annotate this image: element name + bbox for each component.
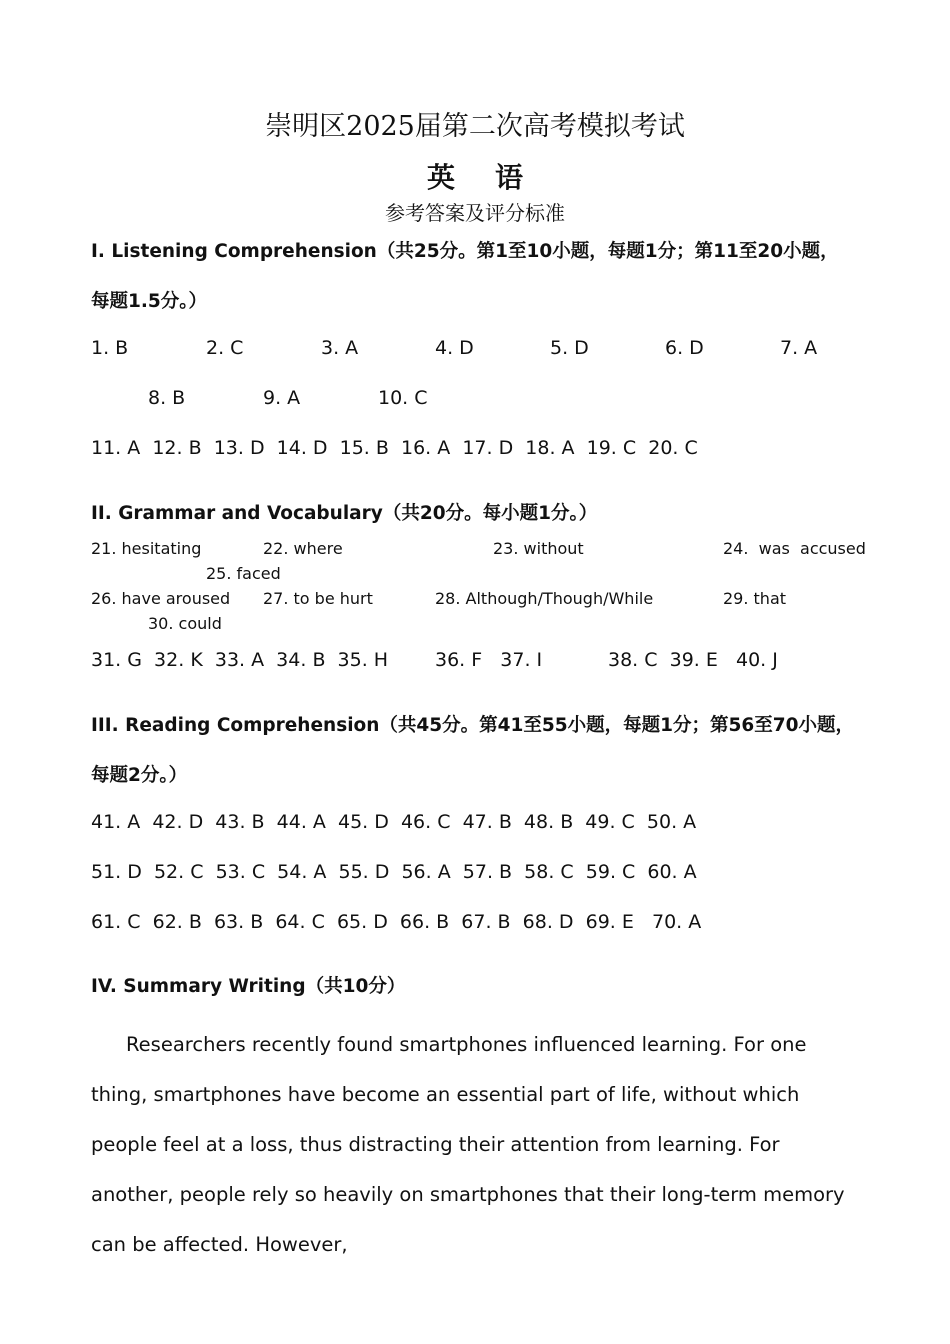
answer-item: 5. D — [550, 337, 589, 359]
answer-item: 7. A — [780, 337, 818, 359]
section3-heading-line1: III. Reading Comprehension（共45分。第41至55小题，每题1分；第56至70小题， — [91, 715, 855, 736]
answer-item: 26. have aroused — [91, 589, 231, 608]
answer-item: 28. Although/Though/While — [435, 589, 654, 608]
answer-row: 41. A 42. D 43. B 44. A 45. D 46. C 47. B 48. B 49. C 50. A — [91, 811, 697, 833]
answer-row: 11. A 12. B 13. D 14. D 15. B 16. A 17. D 18. A 19. C 20. C — [91, 437, 698, 459]
answer-row: 36. F 37. I — [435, 649, 543, 671]
answer-item: 2. C — [206, 337, 244, 359]
summary-text — [91, 1020, 851, 1270]
answer-item: 25. faced — [206, 564, 281, 583]
section1-heading-line1: I. Listening Comprehension（共25分。第1至10小题，每题1分；第11至20小题， — [91, 241, 839, 262]
answer-item: 4. D — [435, 337, 474, 359]
exam-title: 崇明区2025届第二次高考模拟考试 — [265, 111, 685, 142]
answer-row: 61. C 62. B 63. B 64. C 65. D 66. B 67. B 68. D 69. E 70. A — [91, 911, 702, 933]
answer-item: 29. that — [723, 589, 787, 608]
answer-row: 31. G 32. K 33. A 34. B 35. H — [91, 649, 389, 671]
summary-paragraph: Researchers recently found smartphones influenced learning. For one thing, smartphones have become an essential part of life, without which people feel at a loss, thus distracting their attention from learning. For another, people rely so heavily on smartphones that their long-term memory can be affected. However, — [91, 1033, 845, 1256]
answer-item: 22. where — [263, 539, 343, 558]
answer-item: 27. to be hurt — [263, 589, 373, 608]
answer-item: 10. C — [378, 387, 428, 409]
answer-item: 30. could — [148, 614, 222, 633]
answer-item: 24. was accused — [723, 539, 866, 558]
section3-heading-line2: 每题2分。） — [91, 765, 188, 786]
answer-item: 21. hesitating — [91, 539, 202, 558]
answer-item: 23. without — [493, 539, 584, 558]
answer-key-title: 参考答案及评分标准 — [385, 201, 565, 225]
subject-title: 英语 — [426, 161, 563, 194]
section4-heading: IV. Summary Writing（共10分） — [91, 976, 406, 997]
answer-item: 6. D — [665, 337, 704, 359]
answer-item: 3. A — [321, 337, 359, 359]
section2-heading: II. Grammar and Vocabulary（共20分。每小题1分。） — [91, 503, 598, 524]
answer-item: 9. A — [263, 387, 301, 409]
section1-heading-line2: 每题1.5分。） — [91, 291, 208, 312]
answer-item: 1. B — [91, 337, 129, 359]
answer-row: 38. C 39. E 40. J — [608, 649, 778, 671]
answer-row: 51. D 52. C 53. C 54. A 55. D 56. A 57. B 58. C 59. C 60. A — [91, 861, 697, 883]
answer-item: 8. B — [148, 387, 186, 409]
